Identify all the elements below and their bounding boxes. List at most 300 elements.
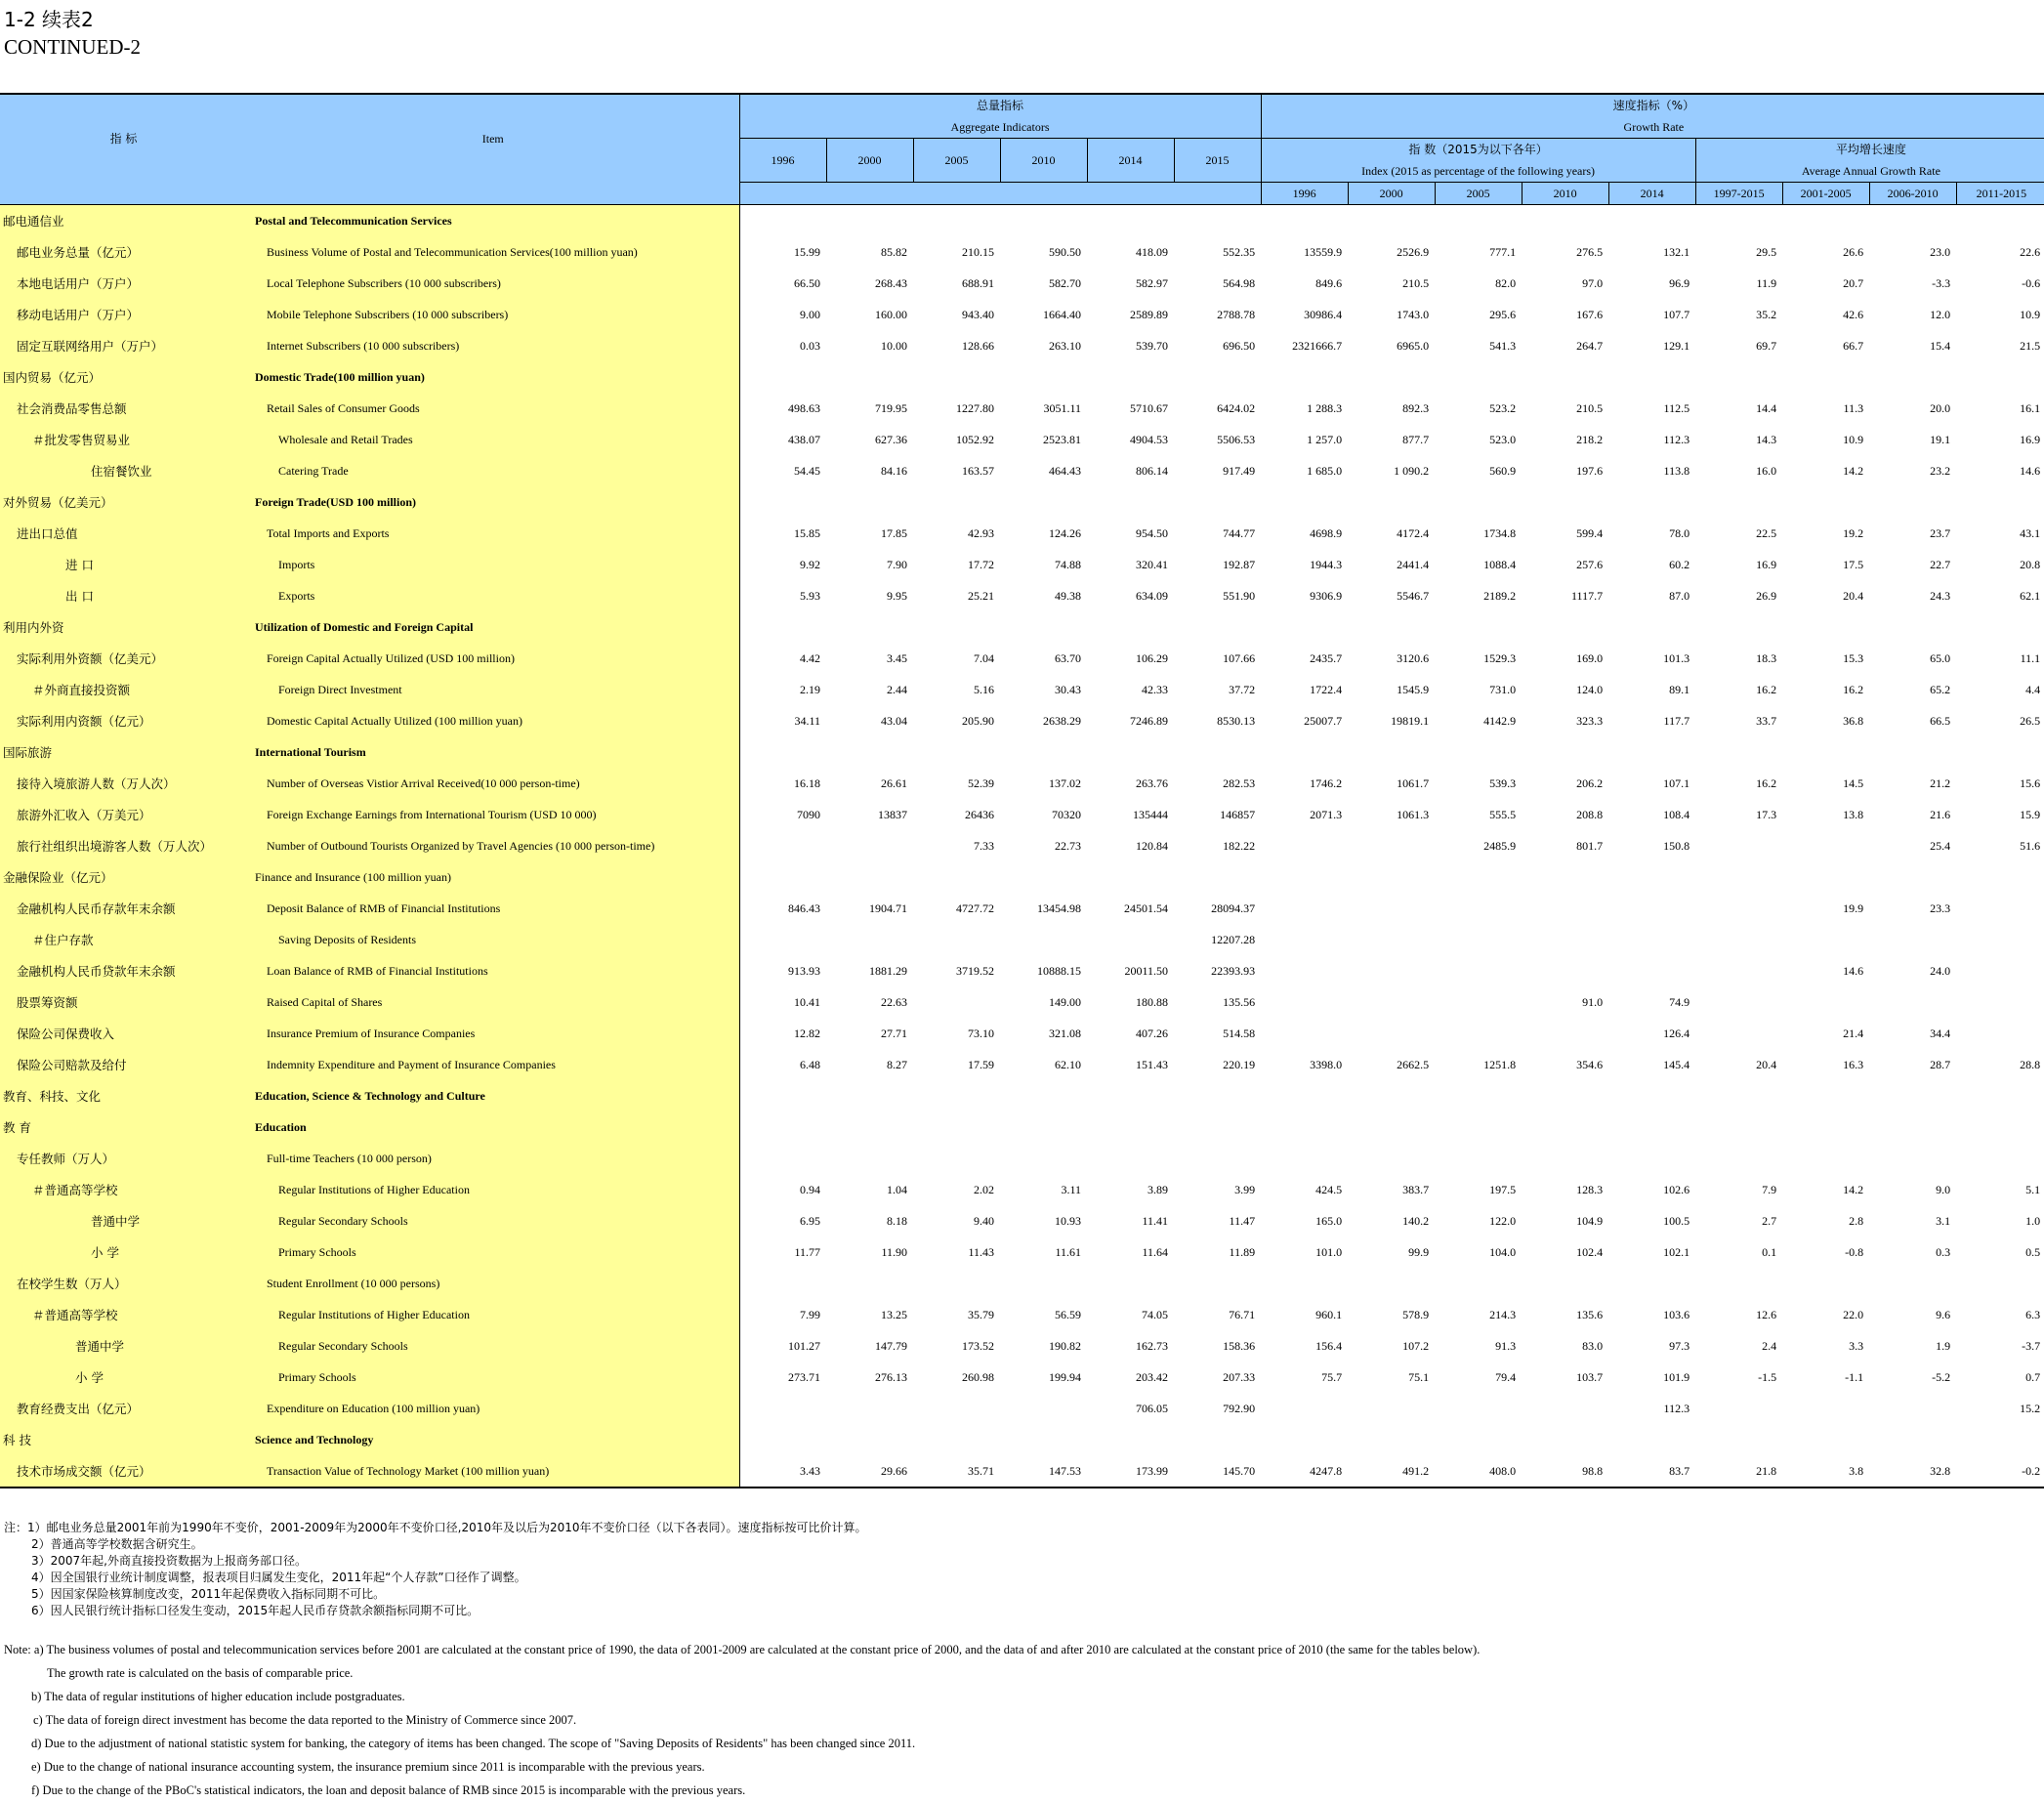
indicator-cn-cell: ＃普通高等学校 (0, 1299, 247, 1330)
value-cell (739, 611, 826, 643)
value-cell (1956, 924, 2044, 955)
value-cell (1695, 611, 1782, 643)
indicator-cn-cell: 旅游外汇收入（万美元） (0, 799, 247, 830)
value-cell (1000, 1268, 1087, 1299)
item-en-cell: Foreign Capital Actually Utilized (USD 100 million) (247, 643, 739, 674)
table-row (0, 1362, 2044, 1393)
value-cell: 0.94 (800, 1182, 820, 1196)
value-cell: 3.45 (887, 650, 907, 665)
value-cell: 1743.0 (1397, 307, 1430, 321)
value-cell: 25.21 (968, 588, 994, 603)
value-cell (1869, 736, 1956, 768)
value-cell: 541.3 (1489, 338, 1517, 353)
item-en-cell: Science and Technology (247, 1424, 739, 1455)
value-cell: 60.2 (1669, 557, 1690, 571)
indicator-cn-cell: 教育、科技、文化 (0, 1080, 247, 1111)
value-cell (1174, 1111, 1261, 1143)
item-en-cell: Number of Outbound Tourists Organized by Travel Agencies (10 000 person-time) (247, 830, 739, 861)
indicator-cn-cell: 对外贸易（亿美元） (0, 486, 247, 518)
value-cell (913, 736, 1000, 768)
value-cell (1174, 1080, 1261, 1111)
value-cell: 74.88 (1055, 557, 1081, 571)
table-row (0, 393, 2044, 424)
value-cell (1261, 1080, 1348, 1111)
value-cell (1695, 1018, 1782, 1049)
value-cell (1695, 1080, 1782, 1111)
value-cell: 197.6 (1576, 463, 1604, 478)
value-cell: 2788.78 (1217, 307, 1256, 321)
value-cell: 1 288.3 (1307, 400, 1343, 415)
value-cell: 11.89 (1229, 1244, 1256, 1259)
item-en-cell: Wholesale and Retail Trades (247, 424, 739, 455)
value-cell: 14.2 (1843, 463, 1864, 478)
value-cell (1782, 1268, 1869, 1299)
value-cell: 15.2 (2020, 1401, 2041, 1415)
value-cell: 206.2 (1576, 775, 1604, 790)
value-cell: 11.47 (1229, 1213, 1256, 1228)
index-year-header: 1996 (1261, 183, 1348, 205)
value-cell: 30986.4 (1304, 307, 1343, 321)
value-cell (1608, 611, 1695, 643)
value-cell: 264.7 (1576, 338, 1604, 353)
value-cell: 10.00 (881, 338, 907, 353)
indicator-cn-cell: 在校学生数（万人） (0, 1268, 247, 1299)
value-cell: 149.00 (1049, 994, 1081, 1009)
value-cell: 145.4 (1663, 1057, 1690, 1071)
value-cell (913, 1393, 1000, 1424)
value-cell: 22.5 (1756, 525, 1777, 540)
value-cell: -1.5 (1758, 1369, 1777, 1384)
value-cell: 14.2 (1843, 1182, 1864, 1196)
value-cell (1174, 361, 1261, 393)
value-cell (1261, 1393, 1348, 1424)
item-en-cell: Number of Overseas Vistior Arrival Received(10 000 person-time) (247, 768, 739, 799)
value-cell: 2.44 (887, 682, 907, 696)
value-cell: 792.90 (1223, 1401, 1256, 1415)
note-en-line: d) Due to the adjustment of national statistic system for banking, the category of items has been changed. The scope of "Saving Deposits of Residents" has been changed since 2011. (31, 1737, 916, 1750)
value-cell: 99.9 (1408, 1244, 1430, 1259)
value-cell: 120.84 (1136, 838, 1168, 853)
value-cell: 11.77 (794, 1244, 820, 1259)
value-cell: 806.14 (1136, 463, 1168, 478)
value-cell: 12207.28 (1211, 932, 1256, 946)
value-cell: 552.35 (1223, 244, 1256, 259)
value-cell: 132.1 (1663, 244, 1690, 259)
notes-english (4, 1638, 1480, 1802)
value-cell (1348, 1018, 1435, 1049)
value-cell: 276.13 (875, 1369, 907, 1384)
value-cell: 65.2 (1930, 682, 1951, 696)
value-cell (1782, 924, 1869, 955)
value-cell: 163.57 (962, 463, 994, 478)
value-cell: 9306.9 (1310, 588, 1343, 603)
value-cell (1522, 736, 1608, 768)
item-en-cell: Total Imports and Exports (247, 518, 739, 549)
item-en-cell: Domestic Capital Actually Utilized (100 million yuan) (247, 705, 739, 736)
value-cell: 42.6 (1843, 307, 1864, 321)
value-cell (1956, 1143, 2044, 1174)
value-cell: 3.8 (1782, 1455, 1869, 1488)
table-row (0, 1424, 2044, 1455)
value-cell: 190.82 (1049, 1338, 1081, 1353)
index-header-en: Index (2015 as percentage of the following years) (1261, 160, 1695, 183)
value-cell (913, 924, 1000, 955)
avg-period-header: 2006-2010 (1869, 183, 1956, 205)
indicator-cn-cell: 实际利用内资额（亿元） (0, 705, 247, 736)
value-cell: 98.8 (1522, 1455, 1608, 1488)
value-cell: 11.64 (1142, 1244, 1168, 1259)
value-cell (1869, 1424, 1956, 1455)
value-cell: 156.4 (1315, 1338, 1343, 1353)
value-cell: 320.41 (1136, 557, 1168, 571)
value-cell: 108.4 (1663, 807, 1690, 821)
value-cell (739, 1080, 826, 1111)
value-cell (739, 830, 826, 861)
value-cell (1261, 1111, 1348, 1143)
value-cell (1348, 830, 1435, 861)
value-cell: 102.4 (1576, 1244, 1604, 1259)
value-cell: 6965.0 (1397, 338, 1430, 353)
value-cell: 6424.02 (1217, 400, 1256, 415)
value-cell (1087, 361, 1174, 393)
value-cell: 112.5 (1663, 400, 1690, 415)
value-cell: 498.63 (788, 400, 820, 415)
table-row (0, 361, 2044, 393)
value-cell: 22.73 (1055, 838, 1081, 853)
value-cell: 84.16 (881, 463, 907, 478)
value-cell (1695, 1111, 1782, 1143)
value-cell: 1664.40 (1043, 307, 1081, 321)
value-cell (1087, 611, 1174, 643)
value-cell (826, 1080, 913, 1111)
aggregate-header-en: Aggregate Indicators (739, 116, 1261, 139)
value-cell (913, 986, 1000, 1018)
indicator-cn-cell: 进 口 (0, 549, 247, 580)
value-cell: 210.5 (1576, 400, 1604, 415)
value-cell: 276.5 (1576, 244, 1604, 259)
value-cell: 26.6 (1843, 244, 1864, 259)
table-title-chinese: 1-2 续表2 (4, 8, 94, 31)
value-cell: 578.9 (1402, 1307, 1430, 1321)
value-cell: 16.2 (1756, 682, 1777, 696)
table-row (0, 486, 2044, 518)
value-cell: 16.0 (1756, 463, 1777, 478)
value-cell: 79.4 (1495, 1369, 1517, 1384)
table-row (0, 1299, 2044, 1330)
value-cell (1869, 361, 1956, 393)
value-cell (1435, 1080, 1522, 1111)
value-cell (1522, 486, 1608, 518)
value-cell (1261, 486, 1348, 518)
value-cell: 20011.50 (1124, 963, 1168, 978)
value-cell: 140.2 (1402, 1213, 1430, 1228)
value-cell (826, 861, 913, 893)
item-en-cell: Regular Secondary Schools (247, 1205, 739, 1236)
value-cell (1695, 830, 1782, 861)
value-cell: 54.45 (794, 463, 820, 478)
value-cell: 16.1 (2020, 400, 2041, 415)
value-cell (1782, 611, 1869, 643)
value-cell (1174, 736, 1261, 768)
value-cell: 26436 (965, 807, 994, 821)
indicator-cn-cell: 金融机构人民币存款年末余额 (0, 893, 247, 924)
value-cell (1087, 1080, 1174, 1111)
value-cell: 3719.52 (956, 963, 994, 978)
table-row (0, 518, 2044, 549)
value-cell (1608, 893, 1695, 924)
value-cell: 10.93 (1055, 1213, 1081, 1228)
indicator-cn-cell: 社会消费品零售总额 (0, 393, 247, 424)
value-cell: 22.0 (1843, 1307, 1864, 1321)
note-cn-line: 注：1）邮电业务总量2001年前为1990年不变价，2001-2009年为2000年不变价口径,2010年及以后为2010年不变价口径（以下各表同）。速度指标按可比价计算。 (4, 1521, 867, 1534)
value-cell: 78.0 (1669, 525, 1690, 540)
value-cell (739, 486, 826, 518)
value-cell: 74.05 (1142, 1307, 1168, 1321)
item-en-cell: Exports (247, 580, 739, 611)
item-en-cell: Finance and Insurance (100 million yuan) (247, 861, 739, 893)
year-header: 2014 (1087, 139, 1174, 183)
value-cell: 268.43 (875, 275, 907, 290)
value-cell (1435, 1268, 1522, 1299)
value-cell: 6.48 (800, 1057, 820, 1071)
value-cell (1174, 205, 1261, 237)
value-cell: 107.1 (1663, 775, 1690, 790)
value-cell: 126.4 (1663, 1026, 1690, 1040)
value-cell (739, 1424, 826, 1455)
value-cell: 35.79 (968, 1307, 994, 1321)
value-cell: 173.52 (962, 1338, 994, 1353)
table-body (0, 205, 2044, 1488)
indicator-cn-cell: 金融保险业（亿元） (0, 861, 247, 893)
value-cell (1956, 1268, 2044, 1299)
value-cell: 273.71 (788, 1369, 820, 1384)
value-cell: 16.3 (1843, 1057, 1864, 1071)
value-cell (1087, 736, 1174, 768)
value-cell (1174, 1268, 1261, 1299)
value-cell: 128.66 (962, 338, 994, 353)
table-row (0, 236, 2044, 268)
item-en-cell: Mobile Telephone Subscribers (10 000 subscribers) (247, 299, 739, 330)
header-spacer (247, 183, 739, 205)
avg-growth-header-en: Average Annual Growth Rate (1695, 160, 2044, 183)
item-en-cell: Education, Science & Technology and Culture (247, 1080, 739, 1111)
table-row (0, 643, 2044, 674)
indicator-cn-cell: 出 口 (0, 580, 247, 611)
value-cell: 943.40 (962, 307, 994, 321)
table-row (0, 1393, 2044, 1424)
value-cell (913, 1080, 1000, 1111)
value-cell (1435, 893, 1522, 924)
indicator-cn-cell: 普通中学 (0, 1330, 247, 1362)
value-cell: 1734.8 (1483, 525, 1517, 540)
value-cell (1956, 205, 2044, 237)
value-cell: 73.10 (968, 1026, 994, 1040)
item-en-cell: Internet Subscribers (10 000 subscribers) (247, 330, 739, 361)
value-cell (739, 924, 826, 955)
value-cell: 0.03 (800, 338, 820, 353)
value-cell: 23.2 (1930, 463, 1951, 478)
value-cell: 2.8 (1849, 1213, 1864, 1228)
item-en-cell: Domestic Trade(100 million yuan) (247, 361, 739, 393)
value-cell (1869, 1268, 1956, 1299)
value-cell (1522, 1111, 1608, 1143)
value-cell: 1 685.0 (1307, 463, 1343, 478)
value-cell: 7.33 (974, 838, 994, 853)
value-cell: 0.1 (1762, 1244, 1777, 1259)
value-cell: 6.95 (800, 1213, 820, 1228)
table-row (0, 205, 2044, 237)
value-cell: 2485.9 (1483, 838, 1517, 853)
value-cell (1869, 1143, 1956, 1174)
item-en-cell: Regular Institutions of Higher Education (247, 1299, 739, 1330)
value-cell (826, 361, 913, 393)
value-cell: 2662.5 (1397, 1057, 1430, 1071)
value-cell (1261, 1268, 1348, 1299)
value-cell: 11.9 (1756, 275, 1777, 290)
indicator-cn-cell: 进出口总值 (0, 518, 247, 549)
value-cell: 30.43 (1055, 682, 1081, 696)
value-cell: 34.4 (1930, 1026, 1951, 1040)
note-en-line: The growth rate is calculated on the basis of comparable price. (47, 1666, 354, 1680)
value-cell: 7.04 (974, 650, 994, 665)
value-cell: 104.9 (1576, 1213, 1604, 1228)
value-cell: 599.4 (1576, 525, 1604, 540)
value-cell: 76.71 (1229, 1307, 1256, 1321)
value-cell: 1545.9 (1397, 682, 1430, 696)
value-cell: 14.5 (1843, 775, 1864, 790)
value-cell (739, 1143, 826, 1174)
value-cell: 70320 (1052, 807, 1081, 821)
value-cell: 551.90 (1223, 588, 1256, 603)
value-cell: 321.08 (1049, 1026, 1081, 1040)
value-cell: 8.18 (887, 1213, 907, 1228)
value-cell: 424.5 (1315, 1182, 1343, 1196)
value-cell (1087, 1424, 1174, 1455)
value-cell: 69.7 (1756, 338, 1777, 353)
value-cell: 917.49 (1223, 463, 1256, 478)
value-cell (1522, 893, 1608, 924)
value-cell: 62.1 (2020, 588, 2041, 603)
item-en-cell: Student Enrollment (10 000 persons) (247, 1268, 739, 1299)
value-cell: 4172.4 (1397, 525, 1430, 540)
value-cell: 2.7 (1762, 1213, 1777, 1228)
value-cell: 438.07 (788, 432, 820, 446)
header-spacer (0, 183, 247, 205)
value-cell (1956, 1018, 2044, 1049)
value-cell: 49.38 (1055, 588, 1081, 603)
index-year-header: 2014 (1608, 183, 1695, 205)
value-cell: 147.53 (1000, 1455, 1087, 1488)
value-cell: 75.7 (1321, 1369, 1343, 1384)
value-cell: 162.73 (1136, 1338, 1168, 1353)
value-cell: 35.2 (1756, 307, 1777, 321)
value-cell (1956, 1424, 2044, 1455)
value-cell (739, 205, 826, 237)
value-cell: 877.7 (1402, 432, 1430, 446)
indicator-cn-cell: 专任教师（万人） (0, 1143, 247, 1174)
value-cell (1695, 924, 1782, 955)
value-cell (826, 1268, 913, 1299)
index-header (1261, 139, 1695, 161)
value-cell (1869, 205, 1956, 237)
value-cell (1261, 924, 1348, 955)
value-cell (1435, 1111, 1522, 1143)
value-cell (1348, 986, 1435, 1018)
value-cell: 15.3 (1843, 650, 1864, 665)
value-cell: 158.36 (1223, 1338, 1256, 1353)
value-cell: 1088.4 (1483, 557, 1517, 571)
value-cell (1522, 1080, 1608, 1111)
value-cell (1956, 861, 2044, 893)
value-cell: 101.0 (1315, 1244, 1343, 1259)
value-cell (1695, 893, 1782, 924)
item-en-cell: Foreign Trade(USD 100 million) (247, 486, 739, 518)
value-cell: 28.7 (1930, 1057, 1951, 1071)
value-cell (1695, 861, 1782, 893)
value-cell (1087, 924, 1174, 955)
value-cell: 11.3 (1843, 400, 1864, 415)
value-cell (1174, 1143, 1261, 1174)
table-row (0, 1080, 2044, 1111)
value-cell: 539.70 (1136, 338, 1168, 353)
value-cell: 97.0 (1582, 275, 1604, 290)
value-cell: 10888.15 (1037, 963, 1081, 978)
item-en-cell: Retail Sales of Consumer Goods (247, 393, 739, 424)
value-cell: 2638.29 (1043, 713, 1081, 728)
value-cell (1435, 361, 1522, 393)
value-cell: 107.66 (1223, 650, 1256, 665)
value-cell: 2189.2 (1483, 588, 1517, 603)
value-cell: 7.90 (887, 557, 907, 571)
value-cell: 892.3 (1402, 400, 1430, 415)
value-cell (1174, 1424, 1261, 1455)
value-cell: 100.5 (1663, 1213, 1690, 1228)
table-row (0, 1236, 2044, 1268)
value-cell (1348, 1111, 1435, 1143)
indicator-cn-cell: 固定互联网络用户（万户） (0, 330, 247, 361)
table-row (0, 955, 2044, 986)
value-cell (1782, 205, 1869, 237)
value-cell (1608, 486, 1695, 518)
value-cell: 197.5 (1489, 1182, 1517, 1196)
value-cell (1956, 736, 2044, 768)
value-cell: 89.1 (1669, 682, 1690, 696)
year-header: 2010 (1000, 139, 1087, 183)
value-cell: 207.33 (1223, 1369, 1256, 1384)
value-cell (1782, 736, 1869, 768)
value-cell: 33.7 (1756, 713, 1777, 728)
value-cell: 124.26 (1049, 525, 1081, 540)
indicator-cn-cell: ＃外商直接投资额 (0, 674, 247, 705)
value-cell: 102.6 (1663, 1182, 1690, 1196)
indicator-cn-cell: 住宿餐饮业 (0, 455, 247, 486)
item-en-cell: Deposit Balance of RMB of Financial Institutions (247, 893, 739, 924)
value-cell: 24.0 (1930, 963, 1951, 978)
value-cell: 590.50 (1049, 244, 1081, 259)
value-cell: 29.5 (1756, 244, 1777, 259)
value-cell: 1 257.0 (1307, 432, 1343, 446)
value-cell (1261, 205, 1348, 237)
value-cell (1435, 986, 1522, 1018)
value-cell: 17.59 (968, 1057, 994, 1071)
value-cell (913, 205, 1000, 237)
value-cell: 23.0 (1930, 244, 1951, 259)
value-cell: 2441.4 (1397, 557, 1430, 571)
value-cell (1608, 1143, 1695, 1174)
value-cell: 1.0 (2025, 1213, 2041, 1228)
table-row (0, 830, 2044, 861)
statistics-table (0, 93, 2044, 1488)
